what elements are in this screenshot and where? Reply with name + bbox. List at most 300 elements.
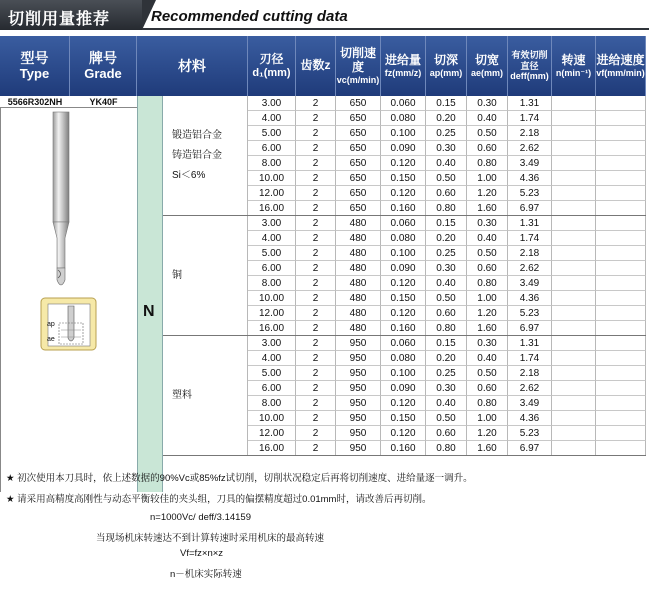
table-cell: 0.60 (467, 141, 508, 156)
table-cell (596, 336, 646, 351)
table-cell: 6.00 (248, 261, 296, 276)
table-cell (552, 201, 596, 216)
table-cell: 480 (336, 231, 381, 246)
table-cell: 0.40 (426, 276, 467, 291)
material-cell (163, 426, 248, 441)
table-cell: 0.120 (381, 156, 426, 171)
table-row (163, 396, 646, 411)
header-vf (596, 36, 646, 96)
header-ae (467, 36, 508, 96)
ap-ae-diagram (41, 298, 96, 350)
header-grade-cn: 牌号 (89, 50, 117, 67)
table-cell: 0.60 (426, 306, 467, 321)
table-cell: 12.00 (248, 186, 296, 201)
table-cell: 0.060 (381, 336, 426, 351)
table-cell (552, 261, 596, 276)
formula-note: 当现场机床转速达不到计算转速时采用机床的最高转速 (96, 533, 325, 544)
table-cell: 0.080 (381, 231, 426, 246)
table-row (163, 186, 646, 201)
table-cell: 950 (336, 351, 381, 366)
table-cell: 0.160 (381, 441, 426, 456)
table-cell (552, 126, 596, 141)
table-row (163, 321, 646, 336)
material-cell (163, 201, 248, 216)
table-cell: 1.31 (508, 216, 552, 231)
table-cell: 0.50 (426, 171, 467, 186)
product-type: 5566R302NH (0, 96, 70, 108)
table-cell (596, 186, 646, 201)
table-cell: 0.080 (381, 111, 426, 126)
table-cell: 0.50 (467, 366, 508, 381)
material-cell (163, 321, 248, 336)
table-cell (552, 111, 596, 126)
material-cell (163, 366, 248, 381)
table-cell (552, 141, 596, 156)
header-n-en: n(min⁻¹) (555, 67, 592, 78)
table-cell: 0.40 (467, 231, 508, 246)
table-cell: 2 (296, 381, 336, 396)
material-cell (163, 441, 248, 456)
table-row (163, 201, 646, 216)
table-row (163, 411, 646, 426)
header-deff-cn: 有效切削直径 (511, 50, 548, 71)
header-vc-cn: 切削速度 (339, 46, 376, 74)
table-cell (552, 156, 596, 171)
iso-group-column (137, 96, 163, 492)
table-row (163, 156, 646, 171)
table-row (163, 336, 646, 351)
header-vc (336, 36, 381, 96)
table-cell (552, 171, 596, 186)
table-cell: 480 (336, 291, 381, 306)
header-type-en: Type (19, 65, 50, 81)
table-cell (552, 351, 596, 366)
table-cell: 0.30 (426, 261, 467, 276)
table-cell: 0.15 (426, 216, 467, 231)
table-cell: 2 (296, 216, 336, 231)
header-n-cn: 转速 (561, 52, 586, 67)
table-cell: 0.50 (467, 126, 508, 141)
table-cell: 5.00 (248, 366, 296, 381)
material-cell (163, 246, 248, 261)
table-cell: 1.00 (467, 291, 508, 306)
table-cell (596, 366, 646, 381)
formula-rpm: n=1000Vc/ deff/3.14159 (150, 512, 251, 523)
table-row (163, 291, 646, 306)
table-cell: 0.40 (426, 156, 467, 171)
table-row (163, 111, 646, 126)
ball-end-mill-icon (1, 108, 138, 492)
table-cell: 0.15 (426, 96, 467, 111)
ap-label: ap (47, 321, 55, 328)
table-cell: 0.80 (467, 396, 508, 411)
table-cell: 1.60 (467, 441, 508, 456)
table-cell: 0.150 (381, 171, 426, 186)
table-cell (596, 141, 646, 156)
table-cell: 2 (296, 441, 336, 456)
table-cell: 5.23 (508, 426, 552, 441)
table-cell (552, 366, 596, 381)
table-cell (596, 306, 646, 321)
table-cell (596, 291, 646, 306)
table-cell: 8.00 (248, 276, 296, 291)
table-cell: 2 (296, 411, 336, 426)
table-cell: 2.18 (508, 366, 552, 381)
table-cell: 2 (296, 156, 336, 171)
table-cell: 2 (296, 111, 336, 126)
table-row (163, 366, 646, 381)
table-cell: 2 (296, 201, 336, 216)
table-row (163, 126, 646, 141)
table-row (163, 171, 646, 186)
table-cell (596, 171, 646, 186)
table-cell: 0.090 (381, 141, 426, 156)
table-cell: 2.18 (508, 126, 552, 141)
table-cell: 5.23 (508, 186, 552, 201)
material-cell (163, 411, 248, 426)
table-cell: 0.40 (426, 396, 467, 411)
note-2: ★ 请采用高精度高刚性与动态平衡较佳的夹头组，刀具的偏摆精度超过0.01mm时，请改善后再切削。 (6, 494, 432, 505)
table-cell: 1.60 (467, 201, 508, 216)
table-cell: 0.160 (381, 201, 426, 216)
table-cell: 4.36 (508, 171, 552, 186)
table-cell: 2.18 (508, 246, 552, 261)
header-d-cn: 刃径 (259, 51, 284, 66)
table-cell (552, 246, 596, 261)
table-cell: 3.00 (248, 216, 296, 231)
table-row (163, 441, 646, 456)
table-cell: 0.25 (426, 126, 467, 141)
table-cell: 0.120 (381, 426, 426, 441)
table-cell: 950 (336, 336, 381, 351)
header-deff (508, 36, 552, 96)
table-cell (552, 276, 596, 291)
header-z-cn: 齿数z (300, 58, 331, 73)
table-cell: 5.23 (508, 306, 552, 321)
ae-label: ae (47, 336, 55, 343)
table-cell (596, 246, 646, 261)
table-cell (596, 201, 646, 216)
table-cell (552, 291, 596, 306)
table-row (163, 306, 646, 321)
table-cell: 0.090 (381, 261, 426, 276)
table-cell: 480 (336, 216, 381, 231)
table-cell: 6.00 (248, 141, 296, 156)
table-cell (552, 186, 596, 201)
note-1: ★ 初次使用本刀具时，依上述数据的90%Vc或85%fz试切削，切削状况稳定后再将切削速度、进给量逐一调升。 (6, 473, 473, 484)
material-cell (163, 291, 248, 306)
table-cell: 1.20 (467, 306, 508, 321)
table-cell: 1.20 (467, 186, 508, 201)
table-cell: 5.00 (248, 126, 296, 141)
table-cell (596, 111, 646, 126)
table-cell: 0.20 (426, 231, 467, 246)
header-n (552, 36, 596, 96)
table-cell: 3.00 (248, 336, 296, 351)
table-cell: 1.60 (467, 321, 508, 336)
formula-n-def: n－机床实际转速 (170, 569, 242, 580)
table-cell: 8.00 (248, 156, 296, 171)
header-ap-cn: 切深 (433, 52, 458, 67)
header-type (0, 36, 70, 96)
title-rule (142, 28, 649, 30)
table-cell: 6.00 (248, 381, 296, 396)
table-cell: 480 (336, 246, 381, 261)
table-cell (552, 231, 596, 246)
table-cell: 0.80 (426, 201, 467, 216)
table-cell: 0.100 (381, 366, 426, 381)
table-cell: 12.00 (248, 426, 296, 441)
header-d-en: d₁(mm) (252, 66, 291, 79)
table-cell (596, 426, 646, 441)
table-cell: 12.00 (248, 306, 296, 321)
header-vf-en: vf(mm/min) (596, 67, 645, 78)
table-cell: 480 (336, 306, 381, 321)
table-cell: 0.100 (381, 126, 426, 141)
table-cell: 2 (296, 231, 336, 246)
table-cell: 0.080 (381, 351, 426, 366)
header-grade-en: Grade (84, 65, 122, 81)
table-cell: 650 (336, 171, 381, 186)
table-cell: 650 (336, 201, 381, 216)
table-cell: 10.00 (248, 411, 296, 426)
table-cell (552, 336, 596, 351)
table-row (163, 426, 646, 441)
table-cell: 4.36 (508, 291, 552, 306)
table-cell: 650 (336, 126, 381, 141)
material-cell (163, 216, 248, 231)
table-cell (596, 276, 646, 291)
table-cell: 10.00 (248, 171, 296, 186)
table-cell: 480 (336, 321, 381, 336)
formula-vf: Vf=fz×n×z (180, 548, 224, 559)
material-cell (163, 351, 248, 366)
header-fz-cn: 进给量 (384, 52, 421, 67)
header-deff-en: deff(mm) (510, 71, 549, 82)
table-row (163, 351, 646, 366)
table-cell: 0.40 (467, 351, 508, 366)
header-type-cn: 型号 (20, 50, 49, 67)
table-cell: 1.31 (508, 96, 552, 111)
table-cell: 0.120 (381, 306, 426, 321)
table-cell: 2 (296, 306, 336, 321)
table-cell: 650 (336, 156, 381, 171)
table-cell: 0.120 (381, 396, 426, 411)
table-cell: 0.30 (426, 141, 467, 156)
table-cell: 3.49 (508, 156, 552, 171)
table-cell: 0.50 (426, 411, 467, 426)
header-d (248, 36, 296, 96)
table-cell: 0.30 (467, 216, 508, 231)
table-cell: 0.150 (381, 291, 426, 306)
material-label: Si＜6% (172, 170, 206, 181)
table-cell: 0.40 (467, 111, 508, 126)
header-ae-cn: 切宽 (474, 52, 499, 67)
table-row (163, 141, 646, 156)
table-cell: 950 (336, 396, 381, 411)
table-cell (552, 426, 596, 441)
material-label: 铜 (172, 270, 182, 281)
table-cell: 0.80 (426, 441, 467, 456)
table-cell: 950 (336, 381, 381, 396)
material-cell (163, 111, 248, 126)
table-cell: 0.20 (426, 351, 467, 366)
table-cell: 6.97 (508, 321, 552, 336)
table-cell (552, 96, 596, 111)
header-ae-en: ae(mm) (470, 67, 503, 78)
table-row (163, 96, 646, 111)
table-cell: 3.49 (508, 276, 552, 291)
table-row (163, 261, 646, 276)
header-material-cn: 材料 (178, 57, 206, 74)
table-cell: 950 (336, 411, 381, 426)
table-cell: 1.31 (508, 336, 552, 351)
table-cell: 0.15 (426, 336, 467, 351)
table-cell: 6.97 (508, 201, 552, 216)
table-cell (552, 381, 596, 396)
table-cell (552, 321, 596, 336)
table-cell: 0.60 (467, 261, 508, 276)
header-z (296, 36, 336, 96)
table-cell: 2 (296, 246, 336, 261)
table-cell (596, 231, 646, 246)
table-cell: 0.80 (467, 156, 508, 171)
table-cell: 0.80 (467, 276, 508, 291)
material-label: 塑料 (172, 390, 192, 401)
table-cell: 0.60 (426, 186, 467, 201)
table-cell: 0.50 (426, 291, 467, 306)
table-cell: 2 (296, 366, 336, 381)
table-cell: 2 (296, 126, 336, 141)
table-cell: 2 (296, 396, 336, 411)
title-tab (0, 0, 142, 30)
table-cell: 5.00 (248, 246, 296, 261)
table-cell: 2 (296, 291, 336, 306)
table-row (163, 216, 646, 231)
header-vf-cn: 进给速度 (596, 52, 645, 67)
title-cn: 切削用量推荐 (8, 11, 111, 28)
header-fz-en: fz(mm/z) (384, 67, 422, 78)
table-cell: 0.25 (426, 246, 467, 261)
iso-group-n: N (143, 303, 155, 320)
table-cell: 0.060 (381, 96, 426, 111)
table-cell: 6.97 (508, 441, 552, 456)
material-cell (163, 336, 248, 351)
table-cell: 650 (336, 96, 381, 111)
table-cell: 2 (296, 261, 336, 276)
table-row (163, 246, 646, 261)
table-cell: 480 (336, 261, 381, 276)
table-cell (596, 351, 646, 366)
table-cell: 0.090 (381, 381, 426, 396)
table-cell: 0.30 (467, 96, 508, 111)
table-cell: 2.62 (508, 381, 552, 396)
material-label: 锻造铝合金 (172, 130, 222, 141)
table-cell: 0.50 (467, 246, 508, 261)
table-cell (552, 411, 596, 426)
table-row (163, 276, 646, 291)
table-cell (552, 396, 596, 411)
table-cell: 4.00 (248, 351, 296, 366)
table-cell: 2.62 (508, 261, 552, 276)
table-cell: 3.00 (248, 96, 296, 111)
table-cell: 2 (296, 321, 336, 336)
material-cell (163, 186, 248, 201)
table-cell: 2 (296, 426, 336, 441)
material-cell (163, 231, 248, 246)
title-en: Recommended cutting data (151, 8, 348, 25)
table-cell: 1.00 (467, 171, 508, 186)
table-cell (596, 216, 646, 231)
table-cell (596, 96, 646, 111)
table-cell: 1.74 (508, 111, 552, 126)
table-cell: 16.00 (248, 441, 296, 456)
table-cell: 0.80 (426, 321, 467, 336)
table-cell (596, 411, 646, 426)
table-cell: 0.100 (381, 246, 426, 261)
material-cell (163, 96, 248, 111)
table-cell: 0.30 (426, 381, 467, 396)
table-cell: 0.060 (381, 216, 426, 231)
material-label: 铸造铝合金 (172, 150, 222, 161)
table-cell: 650 (336, 141, 381, 156)
table-cell (596, 156, 646, 171)
table-cell: 3.49 (508, 396, 552, 411)
table-cell: 10.00 (248, 291, 296, 306)
table-cell: 16.00 (248, 321, 296, 336)
table-cell: 1.20 (467, 426, 508, 441)
tool-illustration (0, 108, 137, 492)
table-cell: 1.74 (508, 231, 552, 246)
table-row (163, 381, 646, 396)
table-cell: 0.160 (381, 321, 426, 336)
table-cell: 0.60 (467, 381, 508, 396)
table-cell (596, 381, 646, 396)
table-cell: 950 (336, 366, 381, 381)
table-cell: 2 (296, 171, 336, 186)
title-bar (0, 0, 649, 30)
table-cell: 4.00 (248, 111, 296, 126)
table-cell: 650 (336, 186, 381, 201)
table-cell: 0.25 (426, 366, 467, 381)
table-cell: 2 (296, 276, 336, 291)
table-cell: 0.60 (426, 426, 467, 441)
table-cell: 0.120 (381, 276, 426, 291)
table-cell: 1.74 (508, 351, 552, 366)
table-cell: 2 (296, 186, 336, 201)
table-cell (552, 216, 596, 231)
table-cell: 0.20 (426, 111, 467, 126)
table-cell: 1.00 (467, 411, 508, 426)
header-ap (426, 36, 467, 96)
table-cell: 950 (336, 441, 381, 456)
table-cell (596, 396, 646, 411)
table-cell: 16.00 (248, 201, 296, 216)
table-cell: 4.36 (508, 411, 552, 426)
table-cell: 2.62 (508, 141, 552, 156)
header-ap-en: ap(mm) (429, 67, 463, 78)
header-grade (70, 36, 137, 96)
header-material (137, 36, 248, 96)
table-cell: 950 (336, 426, 381, 441)
table-cell: 2 (296, 351, 336, 366)
table-cell: 2 (296, 96, 336, 111)
table-cell: 2 (296, 141, 336, 156)
table-cell: 0.150 (381, 411, 426, 426)
table-cell (552, 441, 596, 456)
table-cell: 0.30 (467, 336, 508, 351)
table-cell (552, 306, 596, 321)
